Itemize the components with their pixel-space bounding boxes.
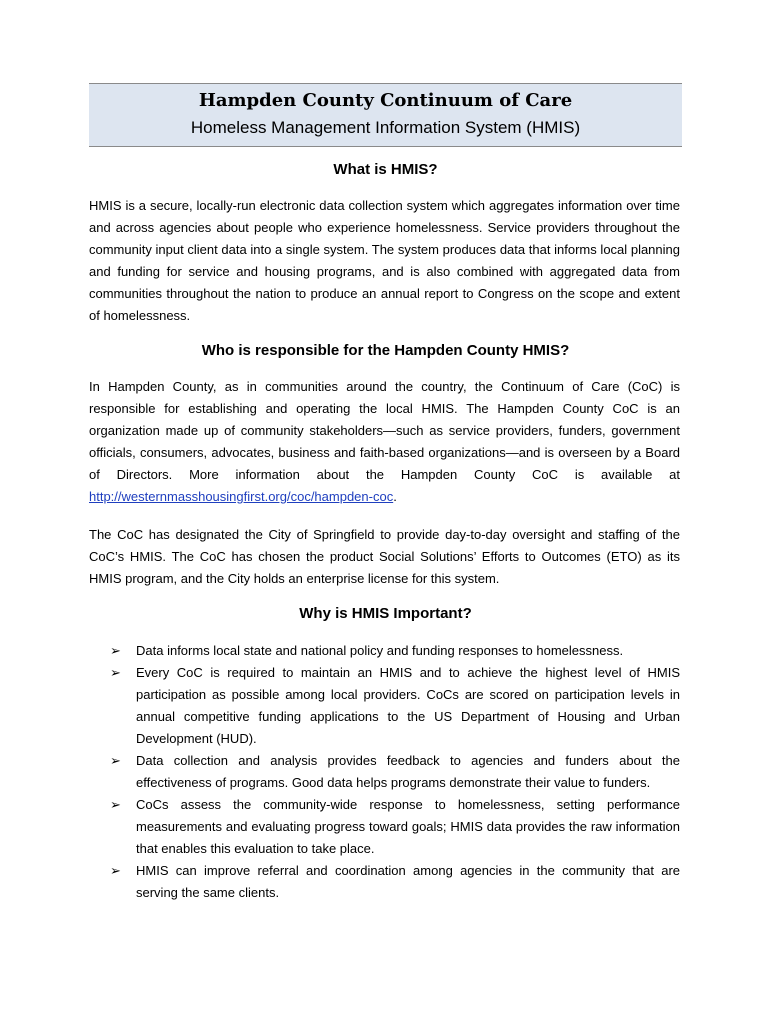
list-item-text: Every CoC is required to maintain an HMIS and to achieve the highest level of HMIS participation as possible among local providers. CoCs are scored on participation levels in annual competitive funding applications to the US Department of Housing and Urban Development (HUD). (136, 665, 680, 746)
list-item (110, 794, 680, 860)
arrow-bullet-icon: ➢ (110, 753, 121, 768)
list-item-text: CoCs assess the community-wide response to homelessness, setting performance measurements and evaluating progress toward goals; HMIS data provides the raw information that enables this evaluation to take place. (136, 797, 680, 856)
list-item (110, 750, 680, 794)
paragraph-who-text: In Hampden County, as in communities around the country, the Continuum of Care (CoC) is responsible for establishing and operating the local HMIS. The Hampden County CoC is an organization made up of community stakeholders—such as service providers, funders, government officials, consumers, advocates, business and faith-based organizations—and is overseen by a Board of Directors. More information about the Hampden County CoC is available at (89, 379, 680, 482)
document-title: Hampden County Continuum of Care (198, 90, 573, 111)
arrow-bullet-icon: ➢ (110, 643, 121, 658)
paragraph-coc-designation: The CoC has designated the City of Springfield to provide day-to-day oversight and staffing of the CoC’s HMIS. The CoC has chosen the product Social Solutions’ Efforts to Outcomes (ETO) as its HMIS program, and the City holds an enterprise license for this system. (89, 527, 680, 586)
hampden-coc-link[interactable]: http://westernmasshousingfirst.org/coc/hampden-coc (89, 489, 394, 504)
paragraph-who-is-responsible (89, 376, 680, 508)
title-banner (89, 83, 682, 147)
heading-what-is-hmis: What is HMIS? (333, 161, 438, 178)
document-subtitle: Homeless Management Information System (HMIS) (190, 118, 581, 137)
paragraph-what-is-hmis: HMIS is a secure, locally-run electronic data collection system which aggregates information over time and across agencies about people who experience homelessness. Service providers throughout the community input client data into a single system. The system produces data that informs local planning and funding for service and housing programs, and is also combined with aggregated data from communities throughout the nation to produce an annual report to Congress on the scope and extent of homelessness. (89, 198, 680, 323)
heading-who-is-responsible: Who is responsible for the Hampden County HMIS? (201, 342, 570, 359)
list-item (110, 640, 680, 662)
list-item-text: HMIS can improve referral and coordination among agencies in the community that are serving the same clients. (136, 863, 680, 900)
paragraph-who-period: . (393, 489, 397, 504)
arrow-bullet-icon: ➢ (110, 863, 121, 878)
list-item-text: Data collection and analysis provides feedback to agencies and funders about the effectiveness of programs. Good data helps programs demonstrate their value to funders. (136, 753, 680, 790)
list-item-text: Data informs local state and national policy and funding responses to homelessness. (136, 643, 624, 658)
list-item (110, 662, 680, 750)
arrow-bullet-icon: ➢ (110, 797, 121, 812)
arrow-bullet-icon: ➢ (110, 665, 121, 680)
list-item (110, 860, 680, 904)
heading-why-important: Why is HMIS Important? (299, 605, 472, 622)
importance-list (110, 640, 680, 904)
